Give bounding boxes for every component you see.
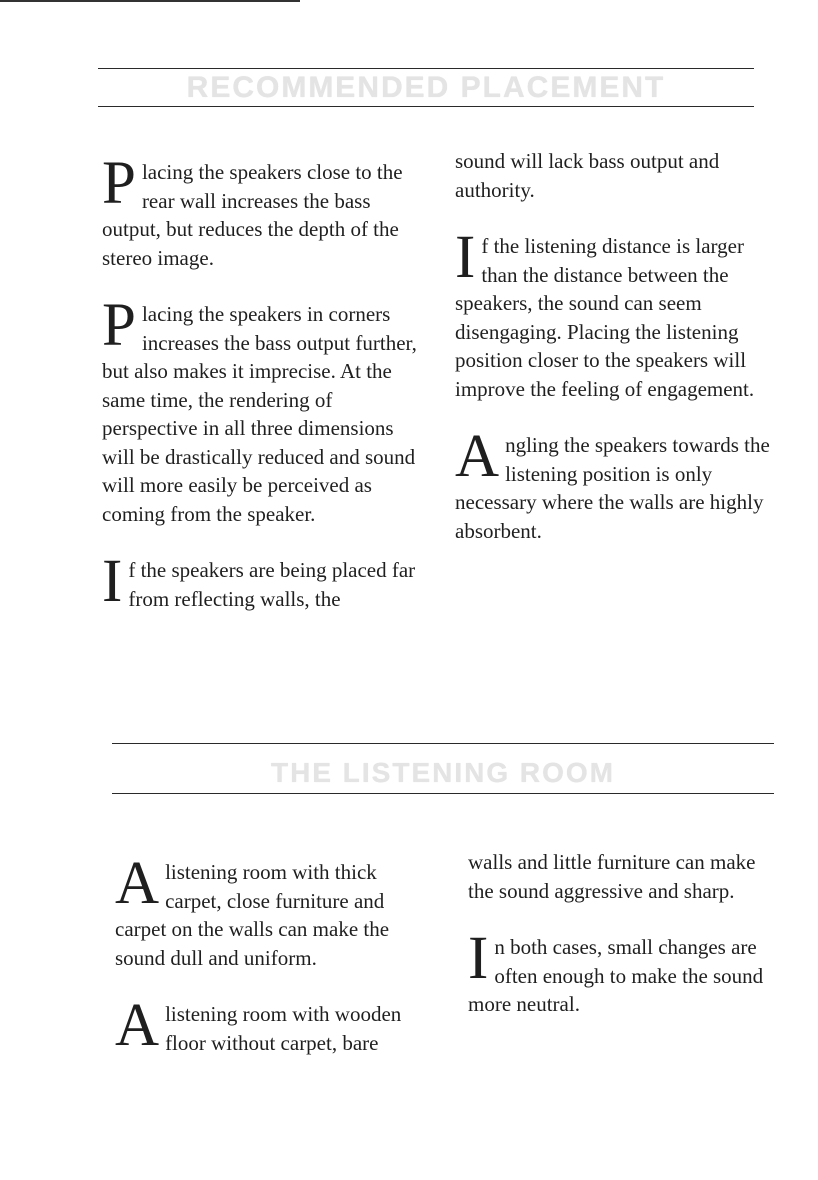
left-column <box>115 850 425 1085</box>
header-rule-top <box>98 68 754 69</box>
drop-cap: I <box>102 548 123 615</box>
paragraph-text: ngling the speakers towards the listening position is only necessary where the walls are highly absorbent. <box>455 433 770 543</box>
drop-cap: P <box>102 292 136 359</box>
paragraph <box>455 224 770 403</box>
header-rule-top <box>112 743 774 744</box>
paragraph <box>455 147 770 204</box>
paragraph-text: n both cases, small changes are often enough to make the sound more neutral. <box>468 935 764 1016</box>
section-title: THE LISTENING ROOM <box>271 757 615 788</box>
right-column <box>455 147 770 573</box>
paragraph-text: listening room with wooden floor without carpet, bare <box>165 1002 402 1055</box>
right-column <box>468 848 783 1047</box>
paragraph-text: sound will lack bass output and authority. <box>455 149 720 202</box>
paragraph <box>468 848 783 905</box>
paragraph <box>468 925 783 1019</box>
header-rule-bottom <box>112 793 774 794</box>
paragraph-text: f the speakers are being placed far from reflecting walls, the <box>128 558 416 611</box>
drop-cap: A <box>115 992 160 1059</box>
paragraph <box>102 548 422 615</box>
paragraph-text: walls and little furniture can make the sound aggressive and sharp. <box>468 850 756 903</box>
paragraph <box>115 992 425 1059</box>
paragraph-text: listening room with thick carpet, close furniture and carpet on the walls can make the sound dull and uniform. <box>115 860 390 970</box>
drop-cap: A <box>115 850 160 917</box>
paragraph-text: f the listening distance is larger than the distance between the speakers, the sound can seem disengaging. Placing the listening position closer to the speakers will improve the feeling of engagement. <box>455 234 755 401</box>
drop-cap: A <box>455 423 500 490</box>
paragraph <box>102 150 422 272</box>
section-title: RECOMMENDED PLACEMENT <box>186 71 666 104</box>
paragraph <box>115 850 425 972</box>
drop-cap: I <box>468 925 489 992</box>
paragraph-text: lacing the speakers in corners increases the bass output further, but also makes it imprecise. At the same time, the rendering of perspective in all three dimensions will be drastically reduced and sound will more easily be perceived as coming from the speaker. <box>102 302 417 526</box>
left-column <box>102 150 422 641</box>
paragraph <box>455 423 770 545</box>
scan-edge <box>0 0 300 2</box>
paragraph <box>102 292 422 528</box>
drop-cap: P <box>102 150 136 217</box>
drop-cap: I <box>455 224 476 291</box>
paragraph-text: lacing the speakers close to the rear wall increases the bass output, but reduces the depth of the stereo image. <box>102 160 403 270</box>
header-rule-bottom <box>98 106 754 107</box>
